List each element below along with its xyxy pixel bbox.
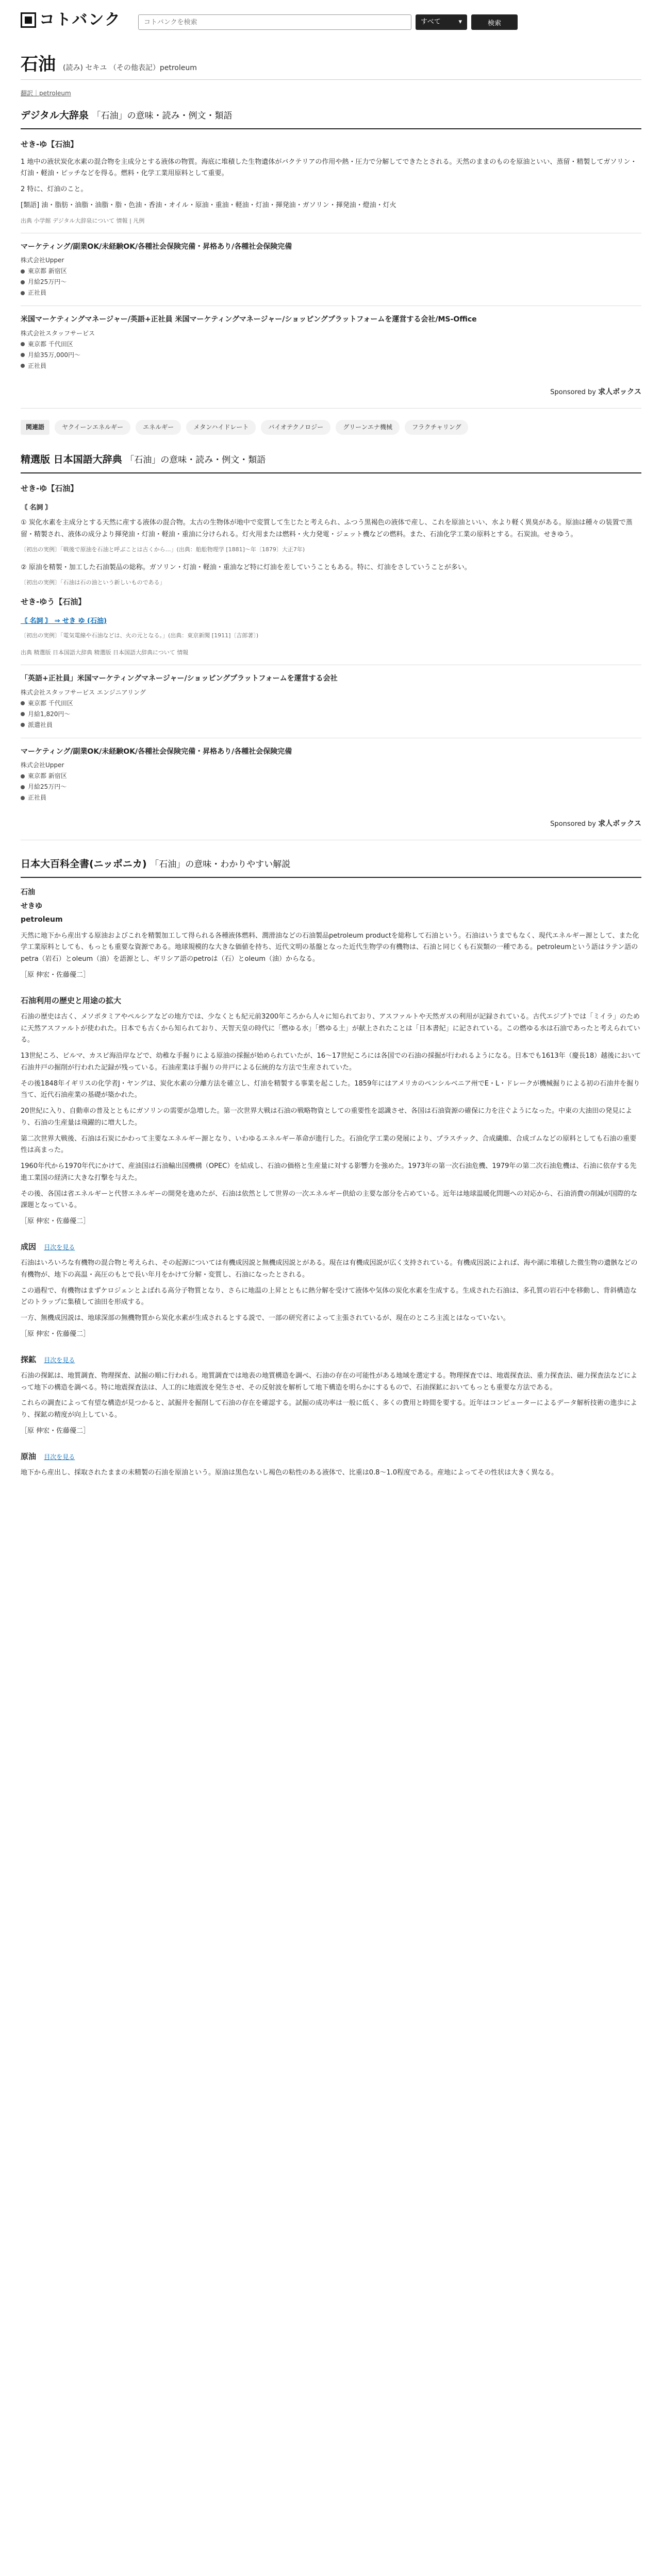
intro-paragraph: 天然に地下から産出する原油およびこれを精製加工して得られる各種液体燃料、潤滑油などの石油製品petroleum productを総称して石油という。石油はいうまでもなく、現代エネルギー源として、また化学工業原料としても、もっとも重要な資源である。地球規模的な大きな価値を持ち、近代文明の基盤となった近代生物学の有機物は、石油と同じくも石炭類の一種である。petroleumという語はラテン語のpetra（岩石）とoleum（油）を語源とし、ギリシア語のpetroは（石）とoleum（油）からなる。 — [21, 931, 639, 963]
crude-oil-heading — [21, 1450, 641, 1463]
logo-text: コトバンク — [39, 10, 121, 29]
example-quote: 〔初出の実例〕「電気電線や石油などは、火の元となる。」(出典：東京新聞 [1911]〔吉郎著〕) — [21, 632, 259, 639]
yen-icon — [21, 712, 25, 716]
job-ad[interactable] — [21, 233, 641, 306]
job-ad-pay-text: 月給25万円〜 — [28, 278, 67, 286]
sponsored-prefix: Sponsored by — [550, 820, 596, 828]
history-heading-text: 石油利用の歴史と用途の拡大 — [21, 995, 122, 1005]
dictionary-section-digital-daijisen — [0, 102, 662, 446]
related-chip[interactable]: バイオテクノロジー — [261, 420, 330, 435]
dictionary-subtitle: 「石油」の意味・わかりやすい解説 — [150, 859, 291, 870]
origin-heading — [21, 1240, 641, 1253]
job-ad-company: 株式会社Upper — [21, 761, 64, 769]
definition-2: 2 特に、灯油のこと。 — [21, 185, 88, 193]
source-note: 出典 精選版 日本国語大辞典 精選版 日本国語大辞典について 情報 — [21, 649, 189, 656]
location-icon — [21, 701, 25, 705]
author: ［原 伸宏・佐藤優二］ — [21, 1217, 90, 1225]
entry-heading: せき‐ゆ【石油】 — [21, 140, 78, 149]
yen-icon — [21, 280, 25, 284]
history-paragraph: その後1848年イギリスの化学者J・ヤングは、炭化水素の分離方法を確立し、灯油を精製する事業を起こした。1859年にはアメリカのペンシルベニア州でE・L・ドレークが機械掘りによる初の石油井を掘り当て、近代石油産業の基礎が築かれた。 — [21, 1079, 640, 1099]
chevron-down-icon: ▾ — [458, 18, 462, 26]
sponsor-brand: 求人ボックス — [598, 387, 641, 396]
dictionary-section-nikkoku — [0, 446, 662, 840]
origin-paragraph: 石油はいろいろな有機物の混合物と考えられ、その起源については有機成因説と無機成因説とがある。現在は有機成因説が広く支持されている。有機成因説によれば、海や湖に堆積した微生物の遺骸などの有機物が、地下の高温・高圧のもとで長い年月をかけて分解・変質し、石油になったとされる。 — [21, 1259, 638, 1279]
history-paragraph: 20世紀に入り、自動車の普及とともにガソリンの需要が急増した。第一次世界大戦は石油の戦略物資としての重要性を認識させ、各国は石油資源の確保に力を注ぐようになった。中東の大油田の発見により、石油の生産量は飛躍的に増大した。 — [21, 1107, 633, 1127]
job-ad-company: 株式会社スタッフサービス — [21, 329, 95, 337]
job-ad-title[interactable]: 「英語+正社員」米国マーケティングマネージャー/ショッピングプラットフォームを運営する会社 — [21, 674, 338, 683]
sponsored-by[interactable] — [21, 810, 641, 840]
entry-heading: せき‐ゆ【石油】 — [21, 483, 78, 493]
crude-oil-heading-text: 原油 — [21, 1451, 37, 1461]
example-quote: 〔初出の実例〕「石油は石の油という新しいものである」 — [21, 579, 166, 586]
job-ad-title[interactable]: 米国マーケティングマネージャー/英語+正社員 米国マーケティングマネージャー/ショッピングプラットフォームを運営する会社/MS-Office — [21, 315, 477, 324]
job-ad-type-text: 派遣社員 — [28, 721, 53, 728]
briefcase-icon — [21, 796, 25, 800]
dictionary-name: デジタル大辞泉 — [21, 110, 89, 121]
toc-link[interactable]: 目次を見る — [44, 1453, 75, 1461]
location-icon — [21, 774, 25, 778]
related-chip[interactable]: フラクチャリング — [405, 420, 468, 435]
job-ad-type — [21, 720, 641, 731]
search-scope-label: すべて — [421, 18, 441, 26]
job-ad-pay — [21, 782, 641, 792]
job-ad-pay-text: 月給35万,000円〜 — [28, 351, 80, 359]
part-of-speech: 〘 名詞 〙 — [21, 504, 53, 512]
logo-mark-icon — [21, 12, 36, 28]
crude-oil-paragraph: 地下から産出し、採取されたままの未精製の石油を原油という。原油は黒色ないし褐色の粘性のある液体で、比重は0.8〜1.0程度である。産地によってその性状は大きく異なる。 — [21, 1468, 558, 1477]
toc-link[interactable]: 目次を見る — [44, 1243, 75, 1251]
example-quote: 〔初出の実例〕「戦後で原油を石油と呼ぶことは古くから…」(出典：舶舩物理学 [1881]〜年〔1879〕大正7年) — [21, 546, 305, 553]
yen-icon — [21, 353, 25, 357]
dictionary-name: 精選版 日本国語大辞典 — [21, 453, 122, 465]
site-header — [0, 0, 662, 49]
location-icon — [21, 342, 25, 346]
job-ad[interactable] — [21, 665, 641, 738]
briefcase-icon — [21, 291, 25, 295]
exploration-heading-text: 探鉱 — [21, 1354, 37, 1364]
job-ad-location-text: 東京都 新宿区 — [28, 267, 67, 275]
history-paragraph: 1960年代から1970年代にかけて、産油国は石油輸出国機構（OPEC）を結成し、石油の価格と生産量に対する影響力を強めた。1973年の第一次石油危機、1979年の第二次石油危機は、石油に依存する先進工業国の経済に大きな打撃を与えた。 — [21, 1162, 637, 1182]
word-title-row — [0, 49, 662, 79]
job-ad-location — [21, 698, 641, 709]
source-note: 出典 小学館 デジタル大辞泉について 情報 | 凡例 — [21, 217, 145, 224]
origin-paragraph: 一方、無機成因説は、地球深部の無機物質から炭化水素が生成されるとする説で、一部の研究者によって主張されているが、現在のところ主流とはなっていない。 — [21, 1314, 510, 1322]
job-ad-company: 株式会社Upper — [21, 257, 64, 264]
term-english: petroleum — [21, 916, 63, 924]
author: ［原 伸宏・佐藤優二］ — [21, 1330, 90, 1338]
job-ad-title[interactable]: マーケティング/副業OK/未経験OK/各種社会保険完備・昇格あり/各種社会保険完備 — [21, 747, 292, 756]
job-ad-location-text: 東京都 千代田区 — [28, 340, 73, 348]
toc-link[interactable]: 目次を見る — [44, 1356, 75, 1364]
synonyms: [類語] 油・脂肪・油脂・油脂・脂・色油・香油・オイル・原油・重油・軽油・灯油・揮発油・ガソリン・揮発油・燈油・灯火 — [21, 201, 396, 209]
exploration-paragraph: 石油の探鉱は、地質調査、物理探査、試掘の順に行われる。地質調査では地表の地質構造を調べ、石油の存在の可能性がある地域を選定する。物理探査では、地震探査法、重力探査法、磁力探査法などによって地下の構造を調べる。特に地震探査法は、人工的に地震波を発生させ、その反射波を解析して地下構造を明らかにするもので、石油探鉱においてもっとも重要な方法である。 — [21, 1371, 638, 1392]
related-chip[interactable]: グリーンエナ機械 — [336, 420, 400, 435]
definition-2: ② 原油を精製・加工した石油製品の総称。ガソリン・灯油・軽油・重油など特に灯油を差していうこともある。特に、灯油をさしていうことが多い。 — [21, 563, 471, 571]
job-ad-location-text: 東京都 千代田区 — [28, 699, 73, 707]
job-ad-title[interactable]: マーケティング/副業OK/未経験OK/各種社会保険完備・昇格あり/各種社会保険完備 — [21, 242, 292, 251]
page-title: 石油 — [21, 54, 56, 75]
history-paragraph: 13世紀ころ、ビルマ、カスピ海沿岸などで、幼稚な手掘りによる原油の採掘が始められていたが、16〜17世紀ころには各国での石油の採掘が行われるようになる。日本でも1613年（慶長18）越後において石油井戸の掘削が行われた記録が残っている。石油産業は手掘りの井戸による伝統的な方法で生産されていた。 — [21, 1052, 641, 1072]
yen-icon — [21, 785, 25, 789]
history-paragraph: 石油の歴史は古く、メソポタミアやペルシアなどの地方では、少なくとも紀元前3200年ころから人々に知られており、アスファルトや天然ガスの利用が記録されている。古代エジプトでは「ミイラ」のために天然アスファルトが使われた。日本でも古くから知られており、天智天皇の時代に「燃ゆる水」「燃ゆる土」が献上されたことは「日本書紀」に記されている。この燃ゆる水は石油であったと考えられている。 — [21, 1012, 640, 1044]
history-paragraph: 第二次世界大戦後、石油は石炭にかわって主要なエネルギー源となり、いわゆるエネルギー革命が進行した。石油化学工業の発展により、プラスチック、合成繊維、合成ゴムなどの原料としても石油の重要性は高まった。 — [21, 1134, 637, 1155]
briefcase-icon — [21, 723, 25, 727]
author: ［原 伸宏・佐藤優二］ — [21, 1427, 90, 1435]
dictionary-subtitle: 「石油」の意味・読み・例文・類語 — [92, 111, 233, 121]
sponsor-brand: 求人ボックス — [598, 820, 641, 828]
related-label: 関連語 — [21, 420, 49, 435]
related-chip[interactable]: メタンハイドレート — [186, 420, 256, 435]
related-words — [21, 409, 641, 446]
job-ad-company: 株式会社スタッフサービス エンジニアリング — [21, 688, 146, 696]
location-icon — [21, 269, 25, 274]
history-heading — [21, 994, 641, 1007]
term-kanji: 石油 — [21, 888, 35, 896]
entry-heading: せき‐ゆう【石油】 — [21, 597, 86, 606]
definition-1: ① 炭化水素を主成分とする天然に産する液体の混合物。太古の生物体が地中で変質して生じたと考えられ、ふつう黒褐色の液体で産し、これを原油といい、水より軽く異臭がある。原油は種々の装置で蒸留・精製され、液体の成分より揮発油・灯油・軽油・重油に分けられる。灯火用または燃料・火力発電・ジェット機などの燃料。また、石油化学工業の原料とする。石炭油。せきゆう。 — [21, 518, 633, 538]
job-ad-type — [21, 792, 641, 803]
word-reading: (読み) セキユ （その他表記）petroleum — [63, 64, 197, 72]
job-ad-pay — [21, 350, 641, 361]
job-ad-pay-text: 月給1,820円〜 — [28, 710, 71, 718]
sponsored-by[interactable] — [21, 379, 641, 409]
job-ad-location — [21, 339, 641, 350]
search-scope-select[interactable] — [416, 14, 467, 30]
history-paragraph: その後、各国は省エネルギーと代替エネルギーの開発を進めたが、石油は依然として世界の一次エネルギー供給の主要な部分を占めている。近年は地球温暖化問題への対応から、石油消費の削減が国際的な課題となっている。 — [21, 1190, 638, 1210]
origin-heading-text: 成因 — [21, 1242, 37, 1251]
exploration-heading — [21, 1353, 641, 1366]
job-ad-pay — [21, 277, 641, 287]
job-ad-type-text: 正社員 — [28, 289, 47, 297]
job-ad[interactable] — [21, 738, 641, 811]
related-chip[interactable]: エネルギー — [136, 420, 181, 435]
dictionary-heading — [21, 102, 641, 129]
job-ad-pay-text: 月給25万円〜 — [28, 783, 67, 790]
dictionary-subtitle: 「石油」の意味・読み・例文・類語 — [125, 454, 266, 465]
job-ad-location — [21, 266, 641, 277]
translation-link[interactable]: 翻訳｜petroleum — [21, 90, 71, 97]
author: ［原 伸宏・佐藤優二］ — [21, 971, 90, 979]
dictionary-heading — [21, 851, 641, 878]
related-chip[interactable]: ヤクイーンエネルギー — [55, 420, 130, 435]
sponsored-prefix: Sponsored by — [550, 388, 596, 396]
dictionary-heading — [21, 446, 641, 473]
job-ad-pay — [21, 709, 641, 720]
job-ad-type — [21, 361, 641, 371]
job-ad-type-text: 正社員 — [28, 794, 47, 801]
dictionary-section-nipponica — [0, 851, 662, 1479]
job-ad-type — [21, 287, 641, 298]
job-ad-location-text: 東京都 新宿区 — [28, 772, 67, 779]
cross-reference[interactable]: 〘 名詞 〙 ⇒ せき ゆ (石油) — [21, 617, 107, 625]
job-ad-type-text: 正社員 — [28, 362, 47, 369]
site-logo[interactable] — [21, 9, 129, 31]
briefcase-icon — [21, 364, 25, 368]
search-button[interactable]: 検索 — [471, 14, 518, 30]
job-ad[interactable] — [21, 306, 641, 379]
exploration-paragraph: これらの調査によって有望な構造が見つかると、試掘井を掘削して石油の存在を確認する。試掘の成功率は一般に低く、多くの費用と時間を要する。近年はコンピューターによるデータ解析技術の進歩により、探鉱の精度が向上している。 — [21, 1399, 637, 1419]
definition-1: 1 地中の液状炭化水素の混合物を主成分とする液体の物質。海底に堆積した生物遺体がバクテリアの作用や熱・圧力で分解してできたとされる。天然のままのものを原油といい、蒸留・精製してガソリン・灯油・軽油・ピッチなどを得る。燃料・化学工業用原料として重要。 — [21, 158, 637, 178]
job-ad-location — [21, 771, 641, 782]
dictionary-name: 日本大百科全書(ニッポニカ) — [21, 858, 147, 870]
term-reading: せきゆ — [21, 902, 42, 910]
search-bar — [138, 9, 518, 30]
origin-paragraph: この過程で、有機物はまずケロジェンとよばれる高分子物質となり、さらに地温の上昇とともに熱分解を受けて液体や気体の炭化水素を生成する。生成された石油は、多孔質の岩石中を移動し、背斜構造などのトラップに集積して油田を形成する。 — [21, 1286, 637, 1307]
search-input[interactable] — [138, 14, 411, 30]
